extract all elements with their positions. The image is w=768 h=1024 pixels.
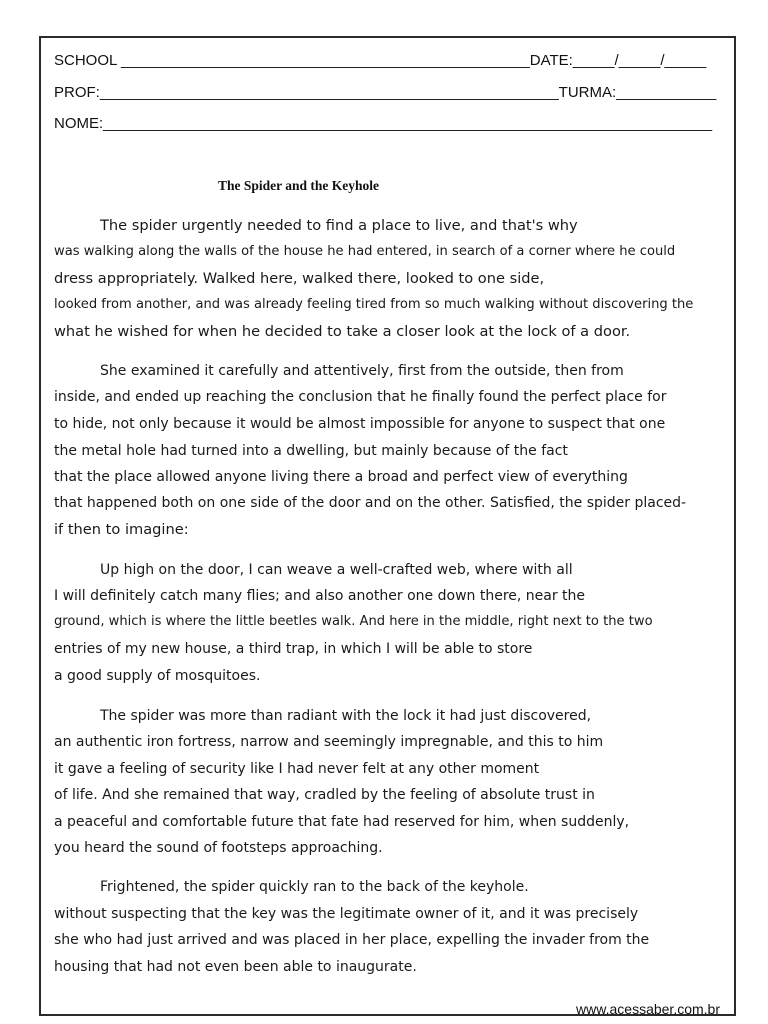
paragraph-3-line-3: ground, which is where the little beetles walk. And here in the middle, right next to the two [54,614,653,629]
story-title: The Spider and the Keyhole [218,178,380,193]
paragraph-4-line-1: The spider was more than radiant with the lock it had just discovered, [100,708,592,724]
paragraph-1-line-4: looked from another, and was already feeling tired from so much walking without discovering the [54,297,694,312]
paragraph-2-line-4: the metal hole had turned into a dwelling, but mainly because of the fact [54,443,568,459]
paragraph-1-line-5: what he wished for when he decided to take a closer look at the lock of a door. [54,323,631,340]
paragraph-4-line-6: you heard the sound of footsteps approaching. [54,840,383,856]
paragraph-5-line-4: housing that had not even been able to inaugurate. [54,959,417,975]
school-date-field[interactable]: SCHOOL _________________________________________________DATE:_____/_____/_____ [54,52,707,69]
nome-field[interactable]: NOME:_________________________________________________________________________ [54,115,713,132]
paragraph-2-line-2: inside, and ended up reaching the conclusion that he finally found the perfect place for [54,389,667,405]
paragraph-2-line-7: if then to imagine: [54,521,189,538]
paragraph-3-line-4: entries of my new house, a third trap, in which I will be able to store [54,641,533,657]
paragraph-2-line-6: that happened both on one side of the door and on the other. Satisfied, the spider placed- [54,495,687,511]
paragraph-3-line-2: I will definitely catch many flies; and also another one down there, near the [54,588,586,604]
paragraph-4-line-5: a peaceful and comfortable future that fate had reserved for him, when suddenly, [54,814,630,830]
paragraph-4-line-2: an authentic iron fortress, narrow and seemingly impregnable, and this to him [54,734,604,750]
paragraph-3-line-1: Up high on the door, I can weave a well-crafted web, where with all [100,562,573,578]
paragraph-2-line-1: She examined it carefully and attentively, first from the outside, then from [100,363,624,379]
paragraph-5-line-3: she who had just arrived and was placed in her place, expelling the invader from the [54,932,650,948]
footer-website[interactable]: www.acessaber.com.br [576,1001,720,1017]
paragraph-1-line-1: The spider urgently needed to find a place to live, and that's why [100,217,578,234]
paragraph-4-line-4: of life. And she remained that way, cradled by the feeling of absolute trust in [54,787,595,803]
paragraph-1-line-2: was walking along the walls of the house he had entered, in search of a corner where he could [54,244,676,259]
prof-turma-field[interactable]: PROF:_______________________________________________________TURMA:____________ [54,84,717,101]
paragraph-2-line-3: to hide, not only because it would be almost impossible for anyone to suspect that one [54,416,666,432]
paragraph-2-line-5: that the place allowed anyone living there a broad and perfect view of everything [54,469,628,485]
paragraph-1-line-3: dress appropriately. Walked here, walked there, looked to one side, [54,270,545,287]
paragraph-5-line-2: without suspecting that the key was the legitimate owner of it, and it was precisely [54,906,639,922]
paragraph-3-line-5: a good supply of mosquitoes. [54,668,261,684]
paragraph-5-line-1: Frightened, the spider quickly ran to the back of the keyhole. [100,879,529,895]
paragraph-4-line-3: it gave a feeling of security like I had never felt at any other moment [54,761,540,777]
